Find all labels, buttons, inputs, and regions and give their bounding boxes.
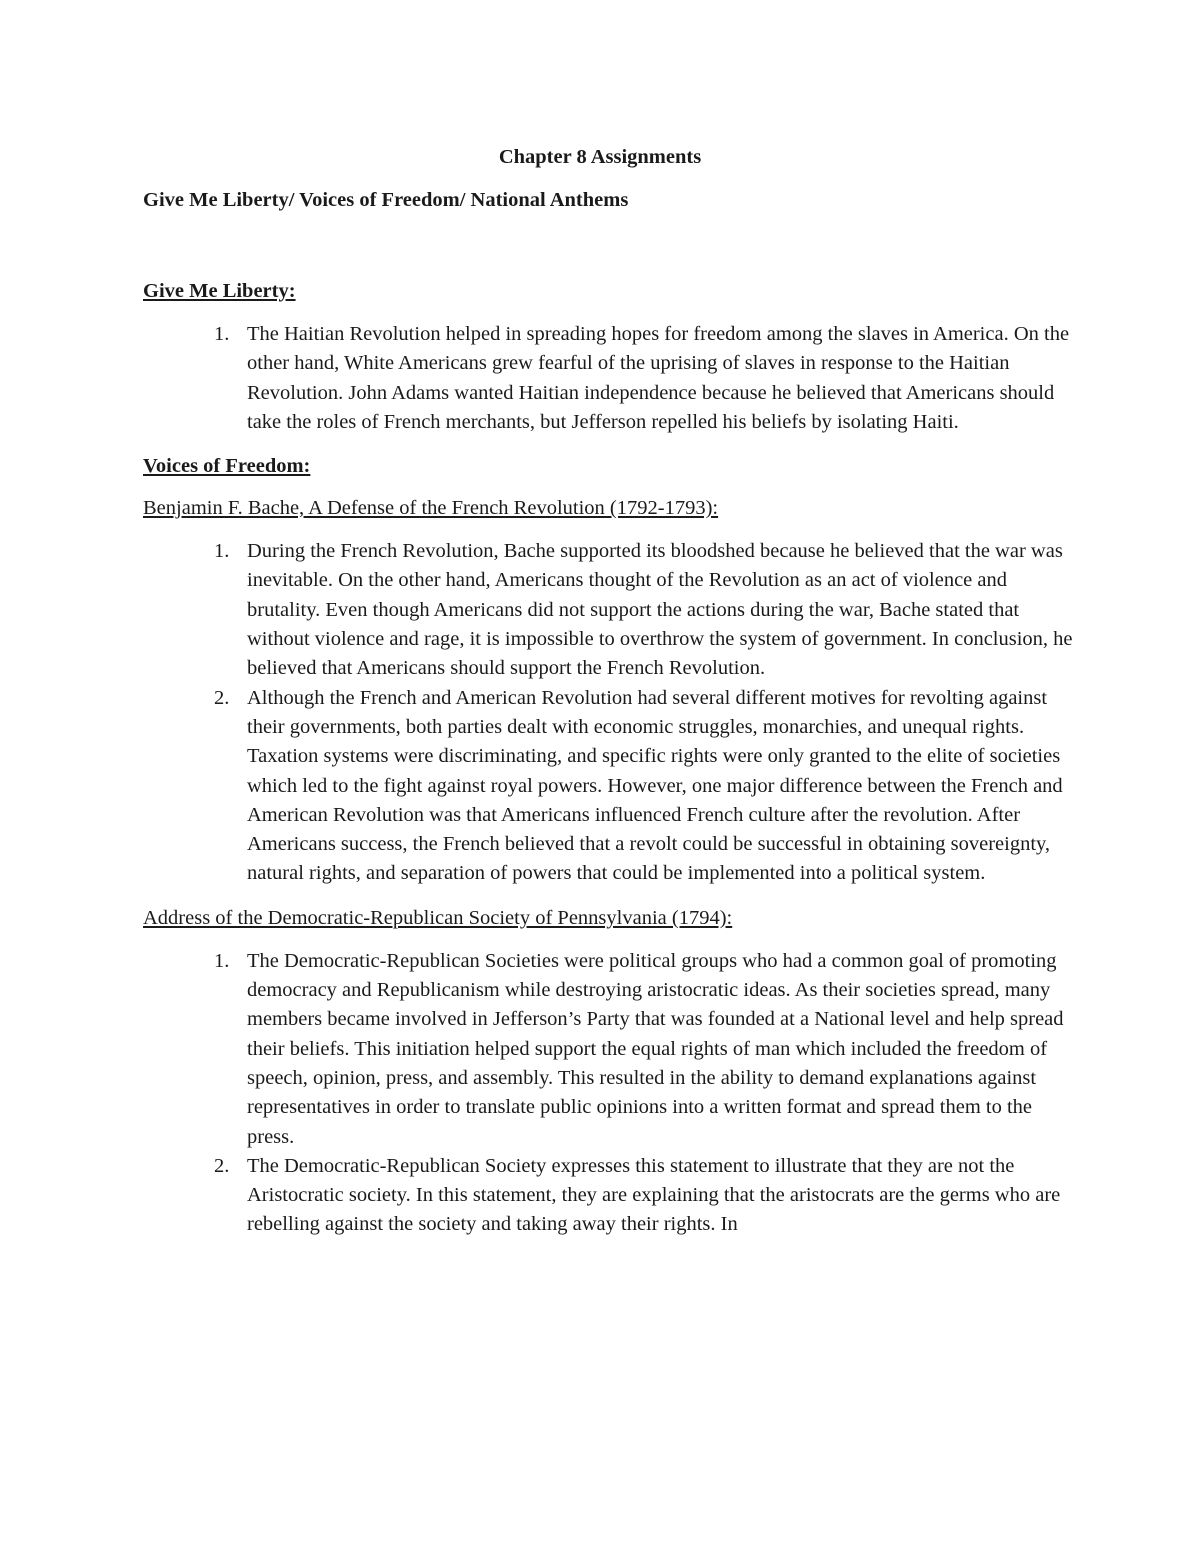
list-item <box>143 684 1073 889</box>
address-list <box>143 947 1073 1240</box>
list-number: 2. <box>214 1154 230 1177</box>
list-item <box>143 320 1073 437</box>
list-number: 1. <box>214 540 230 563</box>
list-item-text: The Democratic-Republican Society expresses this statement to illustrate that they are not the Aristocratic society. In this statement, they are explaining that the aristocrats are the germs who are rebelling against the society and taking away their rights. In <box>247 1154 1061 1236</box>
list-item <box>143 537 1073 683</box>
subheading-bache: Benjamin F. Bache, A Defense of the French Revolution (1792-1793): <box>143 497 719 520</box>
list-item <box>143 1152 1073 1240</box>
bache-list <box>143 537 1073 889</box>
section-heading-give-me-liberty: Give Me Liberty: <box>143 280 296 302</box>
list-item-text: The Democratic-Republican Societies were political groups who had a common goal of promoting democracy and Republicanism while destroying aristocratic ideas. As their societies spread, many members became involved in Jefferson’s Party that was founded at a National level and help spread their beliefs. This initiation helped support the equal rights of man which included the freedom of speech, opinion, press, and assembly. This resulted in the ability to demand explanations against representatives in order to translate public opinions into a written format and spread them to the press. <box>247 949 1064 1148</box>
document-body <box>143 277 1073 1240</box>
list-item <box>143 947 1073 1152</box>
list-item-text: During the French Revolution, Bache supported its bloodshed because he believed that the war was inevitable. On the other hand, Americans thought of the Revolution as an act of violence and brutality. Even though Americans did not support the actions during the war, Bache stated that without violence and rage, it is impossible to overthrow the system of government. In conclusion, he believed that Americans should support the French Revolution. <box>247 540 1073 680</box>
section-heading-voices-of-freedom: Voices of Freedom: <box>143 455 311 478</box>
page-subtitle: Give Me Liberty/ Voices of Freedom/ National Anthems <box>143 189 629 211</box>
list-item-text: Although the French and American Revolution had several different motives for revolting against their governments, both parties dealt with economic struggles, monarchies, and unequal rights. Taxation systems were discriminating, and specific rights were only granted to the elite of societies which led to the fight against royal powers. However, one major difference between the French and American Revolution was that Americans influenced French culture after the revolution. After Americans success, the French believed that a revolt could be successful in obtaining sovereignty, natural rights, and separation of powers that could be implemented into a political system. <box>247 686 1063 885</box>
list-number: 2. <box>214 686 230 709</box>
list-number: 1. <box>214 323 230 345</box>
list-number: 1. <box>214 949 230 972</box>
give-me-liberty-list <box>143 320 1073 437</box>
subheading-address: Address of the Democratic-Republican Society of Pennsylvania (1794): <box>143 906 733 929</box>
list-item-text: The Haitian Revolution helped in spreading hopes for freedom among the slaves in America. On the other hand, White Americans grew fearful of the uprising of slaves in response to the Haitian Revolution. John Adams wanted Haitian independence because he believed that Americans should take the roles of French merchants, but Jefferson repelled his beliefs by isolating Haiti. <box>247 323 1070 433</box>
page-title: Chapter 8 Assignments <box>498 146 702 168</box>
